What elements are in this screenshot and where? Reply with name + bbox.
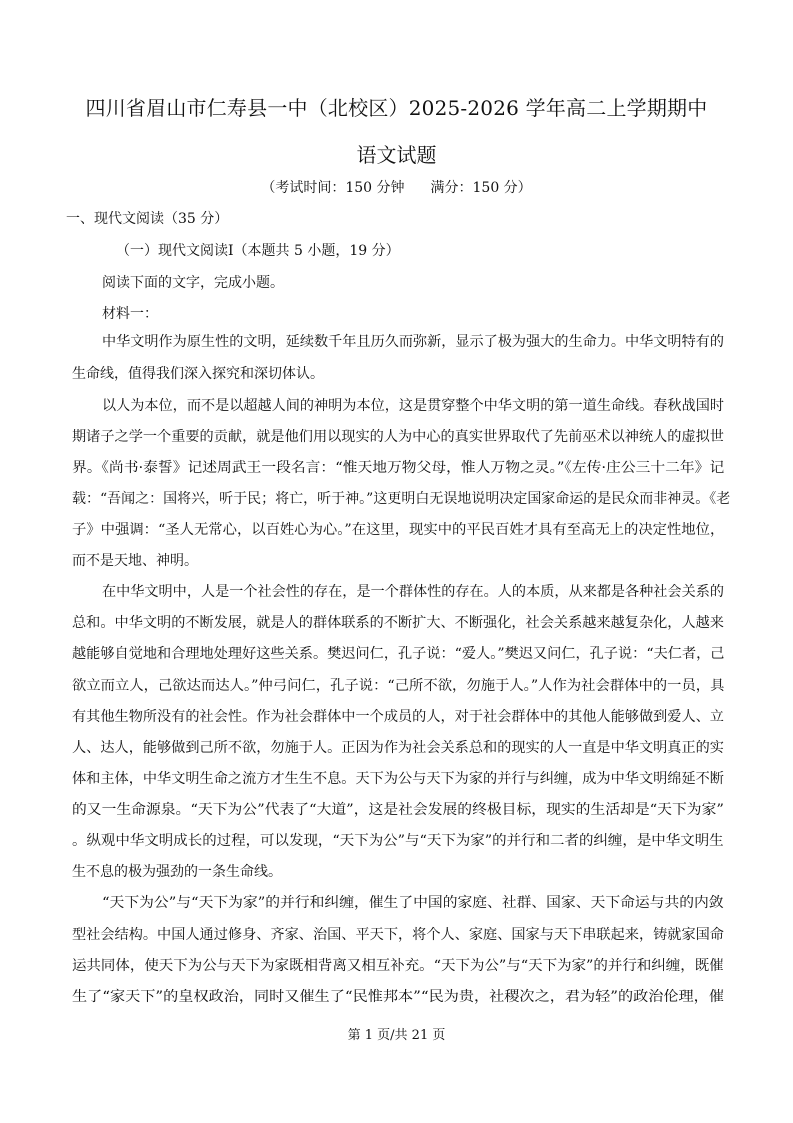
paragraph-line: 期诸子之学一个重要的贡献，就是他们用以现实的人为中心的真实世界取代了先前巫术以神统人的虚拟世 bbox=[72, 429, 724, 445]
subsection-heading: （一）现代文阅读Ⅰ（本题共 5 小题，19 分） bbox=[116, 243, 400, 259]
paragraph-line: 界。《尚书·泰誓》记述周武王一段名言：“惟天地万物父母，惟人万物之灵。”《左传·庄公三十二年》记 bbox=[72, 460, 725, 476]
paragraph-line: 体和主体，中华文明生命之流方才生生不息。天下为公与天下为家的并行与纠缠，成为中华文明绵延不断 bbox=[72, 771, 724, 787]
paragraph-line: 中华文明作为原生性的文明，延续数千年且历久而弥新，显示了极为强大的生命力。中华文明特有的 bbox=[102, 334, 724, 350]
paragraph-line: 生不息的极为强劲的一条生命线。 bbox=[72, 864, 282, 880]
paragraph-line: 载：“吾闻之：国将兴，听于民；将亡，听于神。”这更明白无误地说明决定国家命运的是民众而非神灵。《老 bbox=[72, 491, 731, 507]
document-title: 四川省眉山市仁寿县一中（北校区）2025-2026 学年高二上学期期中 bbox=[85, 96, 708, 120]
material-label: 材料一： bbox=[102, 306, 158, 322]
paragraph-line: 型社会结构。中国人通过修身、齐家、治国、平天下，将个人、家庭、国家与天下串联起来，铸就家国命 bbox=[72, 927, 724, 943]
full-score: 满分：150 分） bbox=[430, 180, 532, 196]
section-heading: 一、现代文阅读（35 分） bbox=[66, 211, 229, 227]
paragraph-line: 的又一生命源泉。“天下为公”代表了“大道”，这是社会发展的终极目标，现实的生活却是“天下为家” bbox=[72, 802, 724, 818]
paragraph-line: 而不是天地、神明。 bbox=[72, 553, 198, 569]
document-subtitle: 语文试题 bbox=[356, 143, 437, 167]
exam-time: （考试时间：150 分钟 bbox=[261, 180, 405, 196]
paragraph-line: 欲立而立人，己欲达而达人。”仲弓问仁，孔子说：“己所不欲，勿施于人。”人作为社会群体中的一员，具 bbox=[72, 678, 725, 694]
paragraph-line: 在中华文明中，人是一个社会性的存在，是一个群体性的存在。人的本质，从来都是各种社会关系的 bbox=[102, 584, 724, 600]
paragraph-line: 。纵观中华文明成长的过程，可以发现，“天下为公”与“天下为家”的并行和二者的纠缠，是中华文明生 bbox=[72, 833, 724, 849]
paragraph-line: 运共同体，使天下为公与天下为家既相背离又相互补充。“天下为公”与“天下为家”的并行和纠缠，既催 bbox=[72, 958, 724, 974]
paragraph-line: 越能够自觉地和合理地处理好这些关系。樊迟问仁，孔子说：“爱人。”樊迟又问仁，孔子说：“夫仁者，己 bbox=[72, 646, 725, 662]
paragraph-line: 总和。中华文明的不断发展，就是人的群体联系的不断扩大、不断强化，社会关系越来越复杂化，人越来 bbox=[72, 615, 724, 631]
page-number: 第 1 页/共 21 页 bbox=[347, 1028, 446, 1043]
exam-info bbox=[0, 177, 793, 197]
paragraph-line: 生命线，值得我们深入探究和深切体认。 bbox=[72, 366, 324, 382]
paragraph-line: 以人为本位，而不是以超越人间的神明为本位，这是贯穿整个中华文明的第一道生命线。春秋战国时 bbox=[102, 398, 724, 414]
paragraph-line: 有其他生物所没有的社会性。作为社会群体中一个成员的人，对于社会群体中的其他人能够做到爱人、立 bbox=[72, 709, 724, 725]
paragraph-line: 生了“家天下”的皇权政治，同时又催生了“民惟邦本”“民为贵，社稷次之，君为轻”的政治伦理，催 bbox=[72, 989, 724, 1005]
paragraph-line: “天下为公”与“天下为家”的并行和纠缠，催生了中国的家庭、社群、国家、天下命运与共的内敛 bbox=[102, 895, 724, 911]
reading-instruction: 阅读下面的文字，完成小题。 bbox=[102, 275, 284, 291]
paragraph-line: 子》中强调：“圣人无常心，以百姓心为心。”在这里，现实中的平民百姓才具有至高无上的决定性地位， bbox=[72, 522, 725, 538]
paragraph-line: 人、达人，能够做到己所不欲，勿施于人。正因为作为社会关系总和的现实的人一直是中华文明真正的实 bbox=[72, 740, 724, 756]
